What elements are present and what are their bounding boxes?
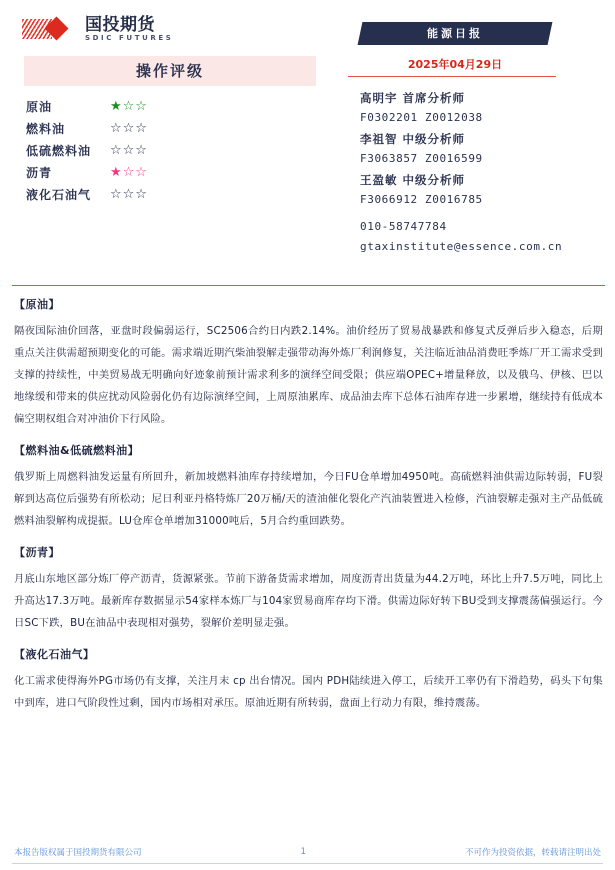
section-lpg xyxy=(14,646,603,714)
footer-divider xyxy=(12,863,603,864)
rating-product-name: 原油 xyxy=(26,99,53,114)
rating-list xyxy=(26,96,334,204)
date-divider xyxy=(348,76,556,77)
section-paragraph: 化工需求使得海外PG市场仍有支撑，关注月末 cp 出台情况。国内 PDH陆续进入停工，后续开工率仍有下滑趋势，码头下旬集中到库，进口气阶段性过剩，国内市场相对承压。原油近期有所转弱，盘面上行动力有限，维持震荡。 xyxy=(14,675,603,709)
logo-company-name-cn: 国投期货 xyxy=(85,14,155,35)
rating-product-name: 沥青 xyxy=(26,165,53,180)
analyst-name: 王盈敏 中级分析师 xyxy=(360,173,466,187)
section-crude-oil xyxy=(14,296,603,430)
section-heading: 【原油】 xyxy=(14,298,60,311)
analyst-name: 高明宇 首席分析师 xyxy=(360,91,466,105)
rating-stars: ★☆☆ xyxy=(110,164,148,180)
report-footer xyxy=(0,846,615,864)
analyst-block xyxy=(360,131,605,165)
rating-row xyxy=(26,140,334,160)
diamond-logo-icon xyxy=(22,17,80,41)
analyst-license-codes: F0302201 Z0012038 xyxy=(360,111,483,124)
footer-page-number: 1 xyxy=(300,847,306,857)
contact-email[interactable]: gtaxinstitute@essence.com.cn xyxy=(360,240,563,253)
header-left-column xyxy=(22,14,334,206)
rating-stars: ★☆☆ xyxy=(110,98,148,114)
section-paragraph: 月底山东地区部分炼厂停产沥青，货源紧张。节前下游备货需求增加，周度沥青出货量为44.2万吨，环比上升7.5万吨，同比上升高达17.3万吨。最新库存数据显示54家样本炼厂与104家贸易商库存均下滑。供需边际好转下BU受到支撑震荡偏强运行。今日SC下跌，BU在油品中表现相对强势，裂解价差明显走强。 xyxy=(14,573,603,629)
analyst-list xyxy=(360,90,605,206)
rating-panel-title: 操作评级 xyxy=(24,56,316,86)
section-paragraph: 俄罗斯上周燃料油发运量有所回升，新加坡燃料油库存持续增加，今日FU仓单增加4950吨。高硫燃料油供需边际转弱，FU裂解到达高位后强势有所松动；尼日利亚丹格特炼厂20万桶/天的渣油催化裂化产汽油装置进入检修，汽油裂解走强对主产品低硫燃料油裂解构成提振。LU仓库仓单增加31000吨后，5月合约重回跌势。 xyxy=(14,471,603,527)
analyst-block xyxy=(360,172,605,206)
report-date: 2025年04月29日 xyxy=(407,58,503,71)
rating-row xyxy=(26,118,334,138)
rating-stars: ☆☆☆ xyxy=(110,120,148,136)
rating-row xyxy=(26,96,334,116)
contact-phone: 010-58747784 xyxy=(360,220,447,233)
rating-product-name: 低硫燃料油 xyxy=(26,143,92,158)
rating-row xyxy=(26,184,334,204)
report-type-label: 能源日报 xyxy=(427,27,483,40)
rating-stars: ☆☆☆ xyxy=(110,186,148,202)
section-heading: 【沥青】 xyxy=(14,546,60,559)
rating-row xyxy=(26,162,334,182)
analyst-license-codes: F3066912 Z0016785 xyxy=(360,193,483,206)
rating-product-name: 燃料油 xyxy=(26,121,66,136)
section-paragraph: 隔夜国际油价回落，亚盘时段偏弱运行，SC2506合约日内跌2.14%。油价经历了贸易战暴跌和修复式反弹后步入稳态，后期重点关注供需超预期变化的可能。需求端近期汽柴油裂解走强带动海外炼厂利润修复，关注临近油品消费旺季炼厂开工需求受到支撑的持续性，中美贸易战无明确向好迹象前预计需求利多的演绎空间受限；供应端OPEC+增量释放，以及俄乌、伊核、巴以地缘缓和带来的供应扰动风险弱化仍有边际演绎空间，上周原油累库、成品油去库下总体石油库存进一步累增，继续持有低成本偏空期权组合对冲油价下行风险。 xyxy=(14,325,603,425)
analyst-license-codes: F3063857 Z0016599 xyxy=(360,152,483,165)
contact-block xyxy=(360,220,605,253)
logo-company-name-en: SDIC FUTURES xyxy=(85,33,174,42)
footer-copyright: 本报告版权属于国投期货有限公司 xyxy=(14,848,142,858)
section-fuel-oil xyxy=(14,442,603,532)
section-asphalt xyxy=(14,544,603,634)
report-content xyxy=(0,286,615,714)
footer-row xyxy=(0,846,615,858)
footer-disclaimer: 不可作为投资依据，转载请注明出处 xyxy=(464,848,601,858)
rating-stars: ☆☆☆ xyxy=(110,142,148,158)
analyst-name: 李祖智 中级分析师 xyxy=(360,132,466,146)
rating-product-name: 液化石油气 xyxy=(26,187,92,202)
header-right-column xyxy=(334,14,605,260)
analyst-block xyxy=(360,90,605,124)
section-heading: 【液化石油气】 xyxy=(14,648,95,661)
report-header xyxy=(0,0,615,285)
company-logo xyxy=(22,14,334,44)
report-type-banner xyxy=(358,22,553,45)
section-heading: 【燃料油&低硫燃料油】 xyxy=(14,444,140,457)
logo-text-block xyxy=(85,14,174,42)
